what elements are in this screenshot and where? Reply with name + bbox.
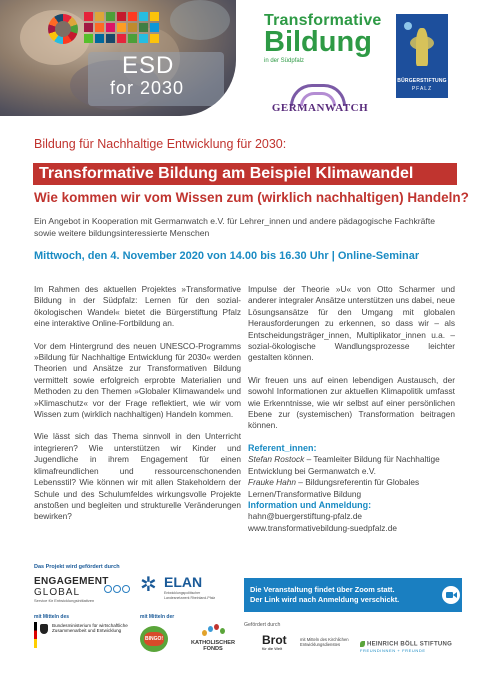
sdg-tile-icon xyxy=(95,12,104,21)
esd-title: ESD xyxy=(122,52,175,79)
sdg-tile-icon xyxy=(150,23,159,32)
brot-fuer-die-welt-logo xyxy=(262,634,296,658)
zoom-line1: Die Veranstaltung findet über Zoom statt. xyxy=(250,585,395,594)
germanwatch-text: GERMANWATCH xyxy=(271,102,369,114)
sdg-tile-icon xyxy=(84,23,93,32)
email-link[interactable]: hahn@buergerstiftung-pfalz.de xyxy=(248,511,363,522)
referent-1-role: – Teamleiter Bildung für Nachhaltige Entwicklung bei Germanwatch e.V. xyxy=(248,454,440,476)
elan-name: ELAN xyxy=(164,574,203,590)
sdg-tile-icon xyxy=(150,12,159,21)
funded-label: Das Projekt wird gefördert durch xyxy=(34,564,120,570)
event-datetime: Mittwoch, den 4. November 2020 von 14.00 bis 16.30 Uhr | Online-Seminar xyxy=(34,250,420,262)
referent-2 xyxy=(248,477,455,500)
esd-subtitle: for 2030 xyxy=(110,78,185,98)
referent-1-name: Stefan Rostock xyxy=(248,454,305,465)
tree-icon xyxy=(416,28,428,66)
brot-text: Brot xyxy=(262,633,287,647)
intro-text: Ein Angebot in Kooperation mit Germanwatch e.V. für Lehrer_innen und andere pädagogische Fachkräfte sowie weitere bildungsinteressierte Menschen xyxy=(34,216,435,238)
bingo-text: BINGO! xyxy=(144,632,164,646)
sdg-tile-icon xyxy=(95,34,104,43)
hbs-sub: FREUNDINNEN + FREUNDE xyxy=(360,647,426,653)
kicker: Bildung für Nachhaltige Entwicklung für 2030: xyxy=(34,137,287,151)
gefoerdert-label: Gefördert durch xyxy=(244,622,281,628)
sdg-ring-icon xyxy=(48,14,78,44)
kf-text: KATHOLISCHER FONDS xyxy=(190,640,236,652)
star-icon: ✲ xyxy=(140,574,157,596)
sdg-tile-icon xyxy=(106,12,115,21)
katholischer-fonds-logo xyxy=(190,624,236,660)
sdg-tile-icon xyxy=(106,23,115,32)
brot-sub: für die Welt xyxy=(262,646,283,651)
transformative-bildung-logo xyxy=(264,12,382,64)
esd-hero-image xyxy=(0,0,236,116)
sdg-tile-icon xyxy=(117,23,126,32)
drops-icon xyxy=(202,624,224,638)
elan-logo xyxy=(140,572,220,612)
hbs-text: HEINRICH BÖLL STIFTUNG xyxy=(367,641,453,648)
sdg-tiles xyxy=(84,12,159,43)
paragraph: Vor dem Hintergrund des neuen UNESCO-Programms »Bildung für Nachhaltige Entwicklung für 2030« werden Theorien und Ansätze zur Transformativen Bildung vermittelt sowie erfolgreich erprobte Materialien und Methoden zu den Themen »Globaler Klimawandel« und »Klimaschutz« vor der Frage reflektiert, wie wir vom Wissen zum (wirklich nachhaltigen) Handeln kommen. xyxy=(34,340,241,420)
mit-mitteln-der: mit Mitteln der xyxy=(140,614,175,620)
tb-logo-line2: Bildung xyxy=(264,26,372,58)
paragraph: Impulse der Theorie »U« von Otto Scharmer und anderer integraler Ansätze unterstützen uns dabei, neue Lösungsansätze für den Umgang mit globalen Herausforderungen zu erkennen, so dass wir – als Entscheidungsträger_innen, Multiplikator_innen u.a. – sozial-ökologische Wandlungsprozesse leichter gestalten können. xyxy=(248,284,455,363)
bmz-text: Bundesministerium für wirtschaftliche Zusammenarbeit und Entwicklung xyxy=(52,623,128,634)
sdg-tile-icon xyxy=(95,23,104,32)
engagement-line1: ENGAGEMENT xyxy=(34,576,109,587)
sdg-tile-icon xyxy=(128,23,137,32)
elan-small: Entwicklungspolitischer Landesnetzwerk Rheinland-Pfalz xyxy=(164,591,216,600)
sdg-tile-icon xyxy=(128,12,137,21)
subtitle: Wie kommen wir vom Wissen zum (wirklich nachhaltigen) Handeln? xyxy=(34,190,469,205)
sdg-tile-icon xyxy=(117,34,126,43)
video-camera-icon xyxy=(440,578,462,612)
referent-2-name: Frauke Hahn xyxy=(248,477,296,488)
sdg-tile-icon xyxy=(150,34,159,43)
tb-logo-line1: Transformative xyxy=(264,12,382,29)
info-heading: Information und Anmeldung: xyxy=(248,499,372,510)
engagement-line3: Service für Entwicklungsinitiativen xyxy=(34,598,95,603)
engagement-line2: GLOBAL xyxy=(34,587,81,598)
sdg-tile-icon xyxy=(106,34,115,43)
referent-block xyxy=(248,443,455,534)
sdg-tile-icon xyxy=(139,12,148,21)
sdg-tile-icon xyxy=(84,34,93,43)
buergerstiftung-line2: PFALZ xyxy=(411,86,433,92)
tb-logo-line3: in der Südpfalz xyxy=(264,58,305,64)
referent-heading: Referent_innen: xyxy=(248,442,317,453)
paragraph: Wie lässt sich das Thema sinnvoll in den Unterricht integrieren? Wie unterstützen wir Kinder und Jugendliche in ihrem Engagement für einen klimafreundlichen und ressourcenschonenden Lebensstil? Wie können wir mit allen Stakeholdern der Schule und des Schulumfeldes wirkungsvolle Projekte anstoßen und begleiten und strukturelle Veränderungen bewirken? xyxy=(34,431,241,522)
title-banner: Transformative Bildung am Beispiel Klimawandel xyxy=(33,163,457,185)
sdg-tile-icon xyxy=(84,12,93,21)
people-icon xyxy=(104,585,130,603)
leaf-icon xyxy=(360,641,365,647)
buergerstiftung-line1: BÜRGERSTIFTUNG xyxy=(397,78,447,84)
body-left-column xyxy=(34,284,241,534)
paragraph: Wir freuen uns auf einen lebendigen Austausch, der sowohl Informationen zur aktuellen Klimapolitik umfasst wie Erkenntnisse, wie wir selbst auf einer persönlichen Ebene zur (systemischen) Transformation beitragen können. xyxy=(248,374,455,431)
bmz-logo xyxy=(34,622,134,662)
kirchlich-text: mit Mitteln des Kirchlichen Entwicklungsdienstes xyxy=(300,637,349,647)
paragraph: Im Rahmen des aktuellen Projektes »Transformative Bildung in der Südpfalz: Lernen für den sozial-ökologischen Wandel« bietet die Bürgerstiftung Pfalz eine interaktive Online-Fortbildung an. xyxy=(34,284,241,329)
zoom-notice xyxy=(244,578,440,612)
sdg-tile-icon xyxy=(128,34,137,43)
zoom-line2: Der Link wird nach Anmeldung verschickt. xyxy=(250,595,400,604)
german-flag-icon xyxy=(34,622,37,648)
heinrich-boell-logo xyxy=(360,641,452,653)
referent-2-role: – Bildungsreferentin für Globales Lernen/Transformative Bildung xyxy=(248,477,420,499)
website-link[interactable]: www.transformativebildung-suedpfalz.de xyxy=(248,522,397,533)
buergerstiftung-logo xyxy=(396,14,448,98)
body-right-column xyxy=(248,284,455,534)
sdg-tile-icon xyxy=(139,23,148,32)
eagle-icon xyxy=(40,624,48,634)
header xyxy=(0,0,480,128)
sdg-tile-icon xyxy=(117,12,126,21)
mit-mitteln-des: mit Mitteln des xyxy=(34,614,70,620)
sdg-tile-icon xyxy=(139,34,148,43)
germanwatch-logo xyxy=(266,84,374,118)
bingo-logo xyxy=(140,626,168,652)
referent-1 xyxy=(248,454,455,477)
